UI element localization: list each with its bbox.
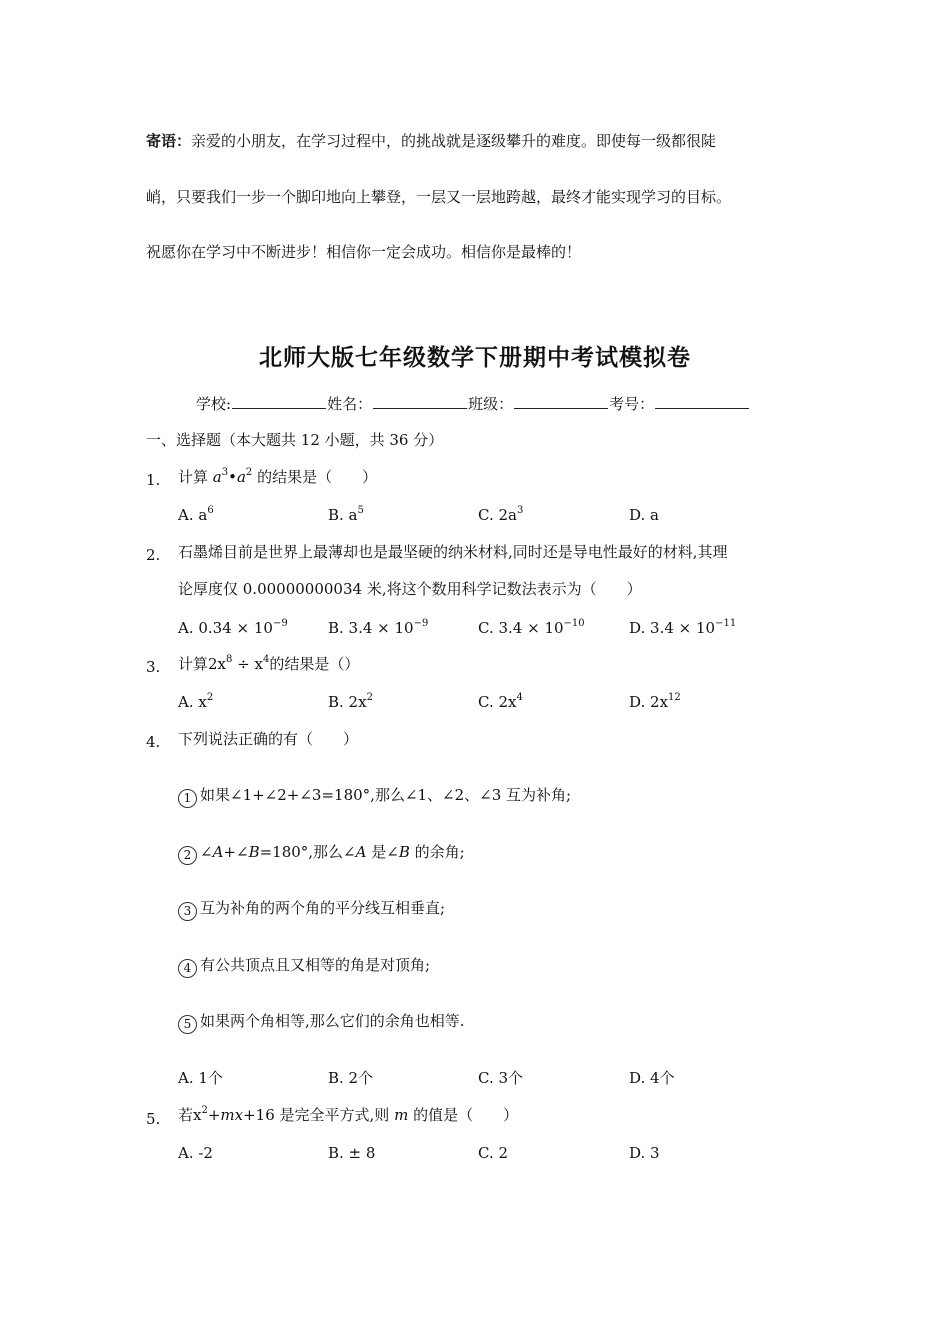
q1-option-d: D. a [629,506,659,524]
class-blank [514,396,608,409]
q1-option-a: A. $a^6$ [178,505,214,524]
student-info-line: 学校: 姓名： 班级： 考号： [196,396,750,412]
intro-line-2: 峭，只要我们一步一个脚印地向上攀登，一层又一层地跨越，最终才能实现学习的目标。 [146,188,732,206]
q3-option-d: D. $2x^{12}$ [629,692,681,711]
q3-option-c: C. $2x^4$ [478,692,523,711]
circled-number-icon: 3 [178,902,197,921]
q5-option-c: C. 2 [478,1144,509,1162]
section-heading: 一、选择题（本大题共 12 小题，共 36 分） [146,431,444,449]
circled-number-icon: 5 [178,1015,197,1034]
q4-statement-3: 3 互为补角的两个角的平分线互相垂直; [178,901,445,921]
q1-option-c: C. $2a^3$ [478,505,524,524]
q3-stem: 计算$2x^8 \div x^4$的结果是（） [178,654,360,673]
q2-stem-line-1: 石墨烯目前是世界上最薄却也是最坚硬的纳米材料,同时还是导电性最好的材料,其理 [178,543,728,561]
q4-option-d: D. 4个 [629,1069,675,1087]
circled-number-icon: 1 [178,789,197,808]
q2-option-a: A. $0.34 \times 10^{-9}$ [178,618,288,637]
page-title: 北师大版七年级数学下册期中考试模拟卷 [259,344,691,371]
number-blank [655,396,749,409]
name-blank [373,396,467,409]
q5-stem: 若$x^2+mx+16$ 是完全平方式,则 m 的值是（ ） [178,1105,519,1124]
school-blank [232,396,326,409]
q4-statement-2: 2 ∠A+∠B=180°,那么∠A 是∠B 的余角; [178,845,465,865]
q4-number: 4. [146,733,161,751]
q2-stem-line-2: 论厚度仅 0.00000000034 米,将这个数用科学记数法表示为（ ） [178,580,642,598]
q5-number: 5. [146,1110,161,1128]
q2-option-c: C. $3.4 \times 10^{-10}$ [478,618,585,637]
q4-option-b: B. 2个 [328,1069,374,1087]
q4-option-c: C. 3个 [478,1069,524,1087]
q4-statement-5: 5 如果两个角相等,那么它们的余角也相等. [178,1014,465,1034]
q1-stem: 计算 $a^3•a^2$ 的结果是（ ） [178,467,378,486]
q2-option-d: D. $3.4 \times 10^{-11}$ [629,618,737,637]
q5-option-b: B. ± 8 [328,1144,376,1162]
q3-number: 3. [146,658,161,676]
intro-line-1: 寄语：亲爱的小朋友，在学习过程中，的挑战就是逐级攀升的难度。即使每一级都很陡 [146,132,717,150]
q5-option-a: A. -2 [178,1144,213,1162]
q4-statement-1: 1 如果∠1+∠2+∠3=180°,那么∠1、∠2、∠3 互为补角; [178,788,571,808]
q1-number: 1. [146,471,161,489]
q3-option-b: B. $2x^2$ [328,692,373,711]
q2-number: 2. [146,546,161,564]
intro-line-3: 祝愿你在学习中不断进步！相信你一定会成功。相信你是最棒的！ [146,243,582,261]
q4-statement-4: 4 有公共顶点且又相等的角是对顶角; [178,958,430,978]
q4-stem: 下列说法正确的有（ ） [178,730,359,748]
q3-option-a: A. $x^2$ [178,692,214,711]
intro-label: 寄语： [146,132,192,150]
q2-option-b: B. $3.4 \times 10^{-9}$ [328,618,429,637]
q5-option-d: D. 3 [629,1144,660,1162]
circled-number-icon: 4 [178,959,197,978]
circled-number-icon: 2 [178,846,197,865]
q1-option-b: B. $a^5$ [328,505,364,524]
q4-option-a: A. 1个 [178,1069,223,1087]
